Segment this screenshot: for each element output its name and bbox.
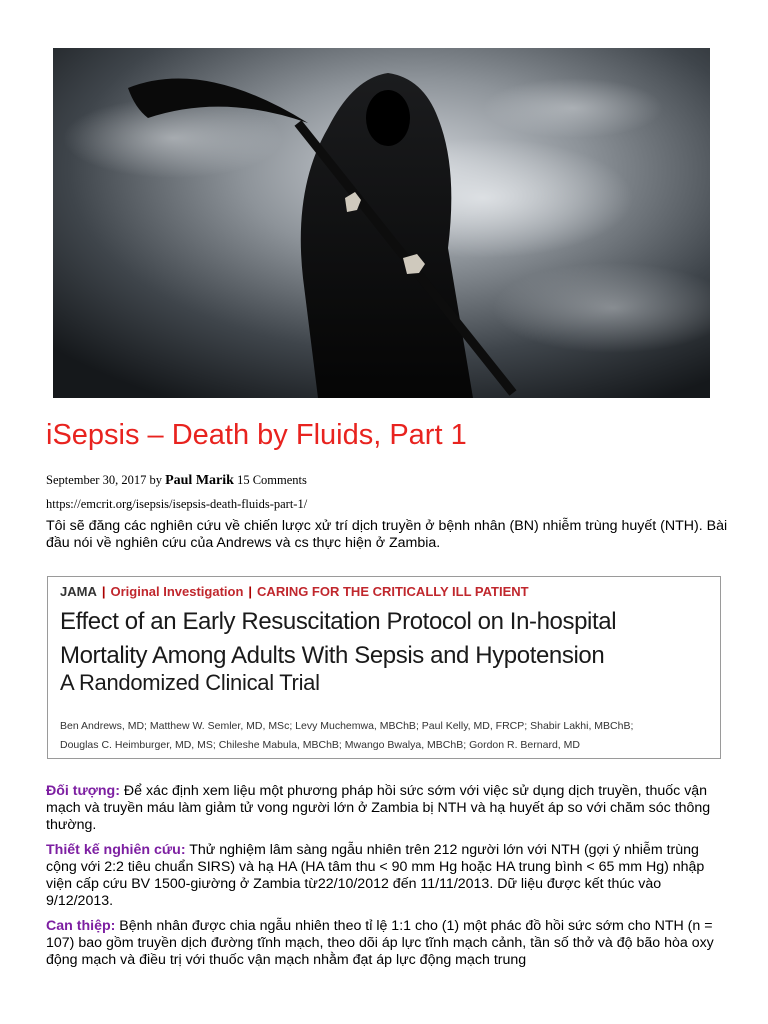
header-separator: | [101, 584, 106, 599]
jama-subtitle: A Randomized Clinical Trial [60, 670, 320, 695]
jama-title-line-1: Effect of an Early Resuscitation Protocol on In-hospital [60, 608, 617, 635]
jama-authors [60, 717, 710, 755]
section-text: Thử nghiệm lâm sàng ngẫu nhiên trên 212 người lớn với NTH (gợi ý nhiễm trùng cộng với 2:2 tiêu chuẩn SIRS) và hạ HA (HA tâm thu < 90 mm Hg hoặc HA trung bình < 65 mm Hg) nhập viện cấp cứu BV 1500-giường ở Zambia từ22/10/2012 đến 11/11/2013. Dữ liệu được kết thúc vào 9/12/2013. [46, 842, 705, 909]
grim-reaper-illustration [53, 48, 710, 398]
source-url[interactable]: https://emcrit.org/isepsis/isepsis-death-fluids-part-1/ [46, 497, 308, 511]
jama-header-line [60, 584, 529, 599]
intro-paragraph: Tôi sẽ đăng các nghiên cứu về chiến lược xử trí dịch truyền ở bệnh nhân (BN) nhiễm trùng huyết (NTH). Bài đầu nói về nghiên cứu của Andrews và cs thực hiện ở Zambia. [46, 518, 728, 551]
journal-name: JAMA [60, 584, 97, 599]
section-label: Thiết kế nghiên cứu: [46, 842, 186, 858]
section-label: Can thiệp: [46, 918, 116, 934]
section-objective [46, 783, 722, 834]
section-design [46, 842, 722, 910]
article-series: CARING FOR THE CRITICALLY ILL PATIENT [257, 584, 529, 599]
header-separator-2: | [248, 584, 253, 599]
author-link[interactable]: Paul Marik [165, 473, 234, 488]
post-date: September 30, 2017 [46, 473, 147, 487]
jama-title-line-2: Mortality Among Adults With Sepsis and Hypotension [60, 642, 605, 669]
section-text: Bệnh nhân được chia ngẫu nhiên theo tỉ lệ 1:1 cho (1) một phác đồ hồi sức sớm cho NTH (n = 107) bao gồm truyền dịch đường tĩnh mạch, theo dõi áp lực tĩnh mạch cảnh, tần số thở và độ bão hòa oxy động mạch và điều trị với thuốc vận mạch nhằm đạt áp lực động mạch trung [46, 918, 714, 968]
jama-article-header-image [47, 576, 721, 759]
by-text: by [149, 473, 162, 487]
article-title: iSepsis – Death by Fluids, Part 1 [46, 419, 467, 451]
section-label: Đối tượng: [46, 783, 120, 799]
comments-link[interactable]: 15 Comments [237, 473, 307, 487]
grim-reaper-image [53, 48, 710, 398]
jama-title [60, 605, 616, 673]
section-intervention [46, 918, 722, 969]
authors-line-1: Ben Andrews, MD; Matthew W. Semler, MD, MSc; Levy Muchemwa, MBChB; Paul Kelly, MD, FRCP; Shabir Lakhi, MBChB; [60, 720, 634, 732]
article-type: Original Investigation [110, 584, 244, 599]
section-text: Để xác định xem liệu một phương pháp hồi sức sớm với việc sử dụng dịch truyền, thuốc vận mạch và truyền máu làm giảm tử vong người lớn ở Zambia bị NTH và hạ huyết áp so với chăm sóc thông thường. [46, 783, 711, 833]
article-meta [46, 473, 307, 489]
authors-line-2: Douglas C. Heimburger, MD, MS; Chileshe Mabula, MBChB; Mwango Bwalya, MBChB; Gordon R. Bernard, MD [60, 739, 580, 751]
